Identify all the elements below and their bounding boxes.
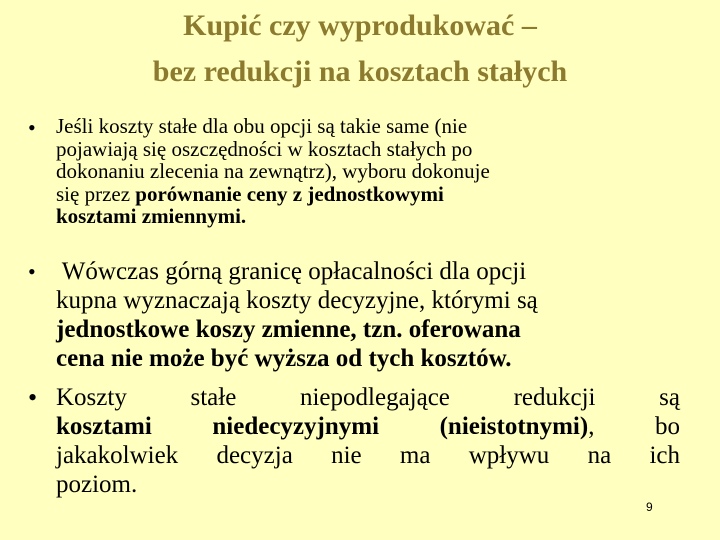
- bullet-1-line-3: dokonaniu zlecenia na zewnątrz), wyboru dokonuje: [56, 159, 490, 183]
- bullet-3-line-1: Koszty stałe niepodlegające redukcji są: [56, 384, 680, 411]
- bullet-text-2: [56, 257, 680, 373]
- bullet-2-line-3: jednostkowe koszy zmienne, tzn. oferowana: [56, 316, 521, 343]
- bullet-marker: •: [28, 259, 36, 284]
- bullet-2-line-1: Wówczas górną granicę opłacalności dla opcji: [56, 258, 527, 285]
- bullet-1-line-4: [56, 183, 656, 206]
- slide-title-line-1: Kupić czy wyprodukować –: [183, 9, 537, 42]
- bullet-2-line-2: kupna wyznaczają koszty decyzyjne, którymi są: [56, 287, 538, 314]
- bullet-3-line-3: jakakolwiek decyzja nie ma wpływu na ich: [56, 442, 680, 469]
- bullet-1-line-1: Jeśli koszty stałe dla obu opcji są takie same (nie: [56, 114, 468, 138]
- bullet-3-line-2-plain: , bo: [588, 413, 680, 440]
- bullet-text-1: [56, 115, 656, 228]
- bullet-3-line-2: [56, 412, 680, 441]
- bullet-marker: •: [28, 383, 38, 412]
- bullet-1-line-4-bold: porównanie ceny z jednostkowymi: [135, 181, 444, 206]
- bullet-3-line-2-bold: kosztami niedecyzyjnymi (nieistotnymi): [56, 413, 589, 440]
- page-number: 9: [646, 500, 653, 514]
- bullet-1-line-4-plain: się przez: [56, 181, 136, 206]
- bullet-2-line-4: cena nie może być wyższa od tych kosztów.: [56, 345, 512, 372]
- bullet-1-line-2: pojawiają się oszczędności w kosztach stałych po: [56, 136, 473, 161]
- bullet-1-line-5: kosztami zmiennymi.: [56, 204, 247, 228]
- bullet-text-3: [56, 383, 680, 499]
- bullet-marker: •: [28, 115, 36, 140]
- slide-title-line-2: bez redukcji na kosztach stałych: [152, 55, 568, 88]
- bullet-3-line-4: poziom.: [56, 471, 138, 498]
